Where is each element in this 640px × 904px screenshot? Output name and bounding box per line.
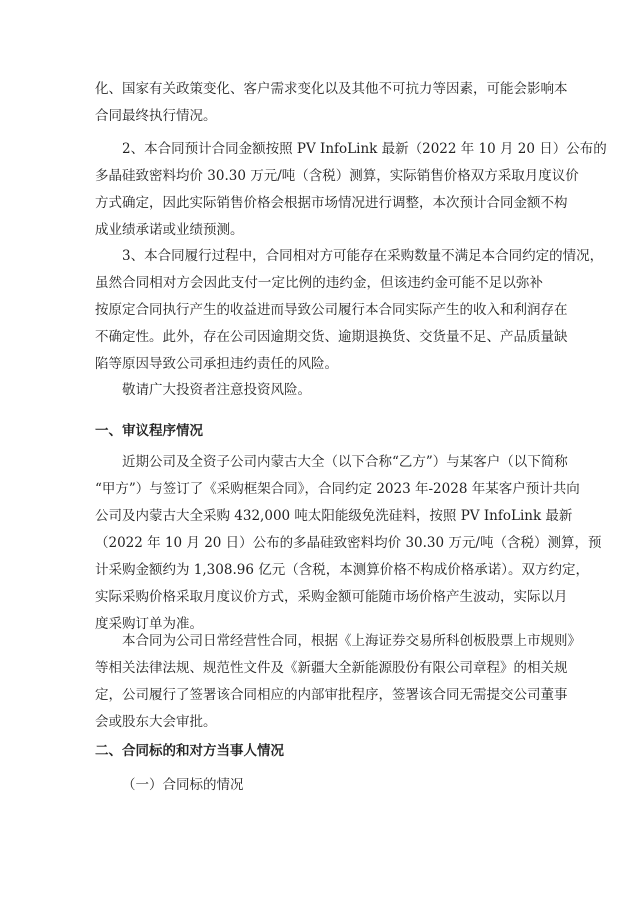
- text-line: 实际采购价格采取月度议价方式，采购金额可能随市场价格产生波动，实际以月: [95, 589, 568, 605]
- text-line: 3、本合同履行过程中，合同相对方可能存在采购数量不满足本合同约定的情况，: [122, 248, 604, 264]
- section-heading-review-procedure: 一、审议程序情况: [95, 423, 203, 439]
- text-line: 虽然合同相对方会因此支付一定比例的违约金，但该违约金可能不足以弥补: [95, 275, 543, 291]
- text-line: 不确定性。此外，存在公司因逾期交货、逾期退换货、交货量不足、产品质量缺: [95, 329, 568, 345]
- paragraph-price-estimate: [95, 136, 607, 244]
- text-line: 成业绩承诺或业绩预测。: [95, 222, 244, 238]
- text-line: “甲方”）与签订了《采购框架合同》，合同约定 2023 年-2028 年某客户预计共向: [95, 481, 580, 497]
- text-line: 2、本合同预计合同金额按照 PV InfoLink 最新（2022 年 10 月 20 日）公布的: [122, 141, 607, 157]
- text-line: 化、国家有关政策变化、客户需求变化以及其他不可抗力等因素，可能会影响本: [95, 81, 568, 97]
- text-line: 陷等原因导致公司承担违约责任的风险。: [95, 356, 338, 372]
- text-line: 度采购订单为准。: [95, 616, 203, 632]
- text-line: 等相关法律法规、规范性文件及《新疆大全新能源股份有限公司章程》的相关规: [95, 660, 568, 676]
- text-line: 定，公司履行了签署该合同相应的内部审批程序，签署该合同无需提交公司董事: [95, 687, 568, 703]
- text-line: 会或股东大会审批。: [95, 714, 217, 730]
- paragraph-approval-procedure: [95, 628, 581, 736]
- subsection-heading-contract-subject: （一）合同标的情况: [122, 777, 244, 793]
- paragraph-risk-factors-continued: [95, 76, 568, 130]
- text-line: 方式确定，因此实际销售价格会根据市场情况进行调整，本次预计合同金额不构: [95, 195, 568, 211]
- text-line: 合同最终执行情况。: [95, 108, 217, 124]
- text-line: 多晶硅致密料均价 30.30 万元/吨（含税）测算，实际销售价格双方采取月度议价: [95, 168, 579, 184]
- paragraph-performance-risk: [95, 243, 604, 378]
- text-line: 本合同为公司日常经营性合同，根据《上海证券交易所科创板股票上市规则》: [122, 633, 581, 649]
- text-line: 公司及内蒙古大全采购 432,000 吨太阳能级免洗硅料，按照 PV InfoLink 最新: [95, 508, 573, 524]
- paragraph-contract-summary: [95, 449, 602, 638]
- text-line: （2022 年 10 月 20 日）公布的多晶硅致密料均价 30.30 万元/吨（含税）测算，预: [95, 535, 602, 551]
- text-line: 按原定合同执行产生的收益进而导致公司履行本合同实际产生的收入和利润存在: [95, 302, 568, 318]
- section-heading-contract-subject: 二、合同标的和对方当事人情况: [95, 743, 284, 759]
- investor-risk-notice: 敬请广大投资者注意投资风险。: [122, 382, 311, 398]
- text-line: 计采购金额约为 1,308.96 亿元（含税，本测算价格不构成价格承诺）。双方约定，: [95, 562, 589, 578]
- text-line: 近期公司及全资子公司内蒙古大全（以下合称“乙方”）与某客户（以下简称: [122, 454, 568, 470]
